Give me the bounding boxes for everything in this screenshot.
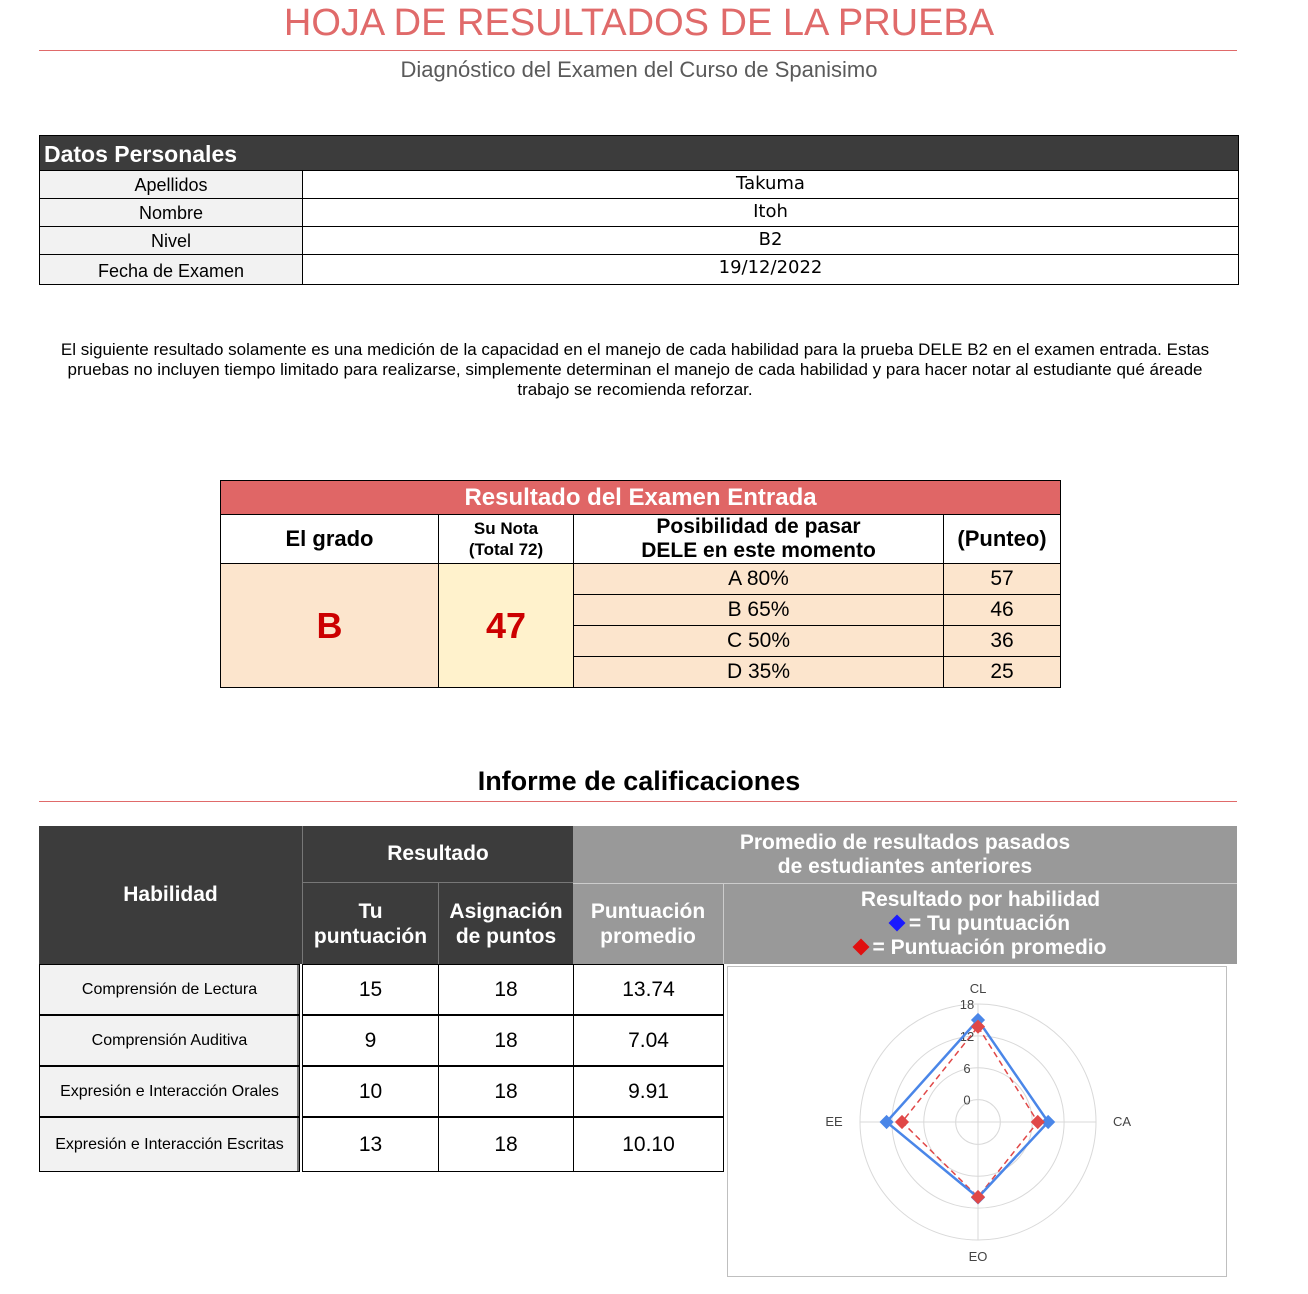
col-promedio-line2: de estudiantes anteriores (777, 854, 1033, 878)
col-asig-line1: Asignación (449, 899, 563, 923)
category-label: EE (825, 1114, 843, 1129)
grade-value: B (221, 564, 439, 688)
col-punt-line2: promedio (600, 925, 696, 948)
radar-chart-box (727, 966, 1227, 1277)
personal-data-heading: Datos Personales (40, 136, 1238, 171)
col-habilidad-header: Habilidad (39, 826, 302, 964)
score-cell: 15 (302, 964, 439, 1015)
col-score-header (439, 515, 574, 564)
col-promedio-line1: Promedio de resultados pasados (739, 830, 1071, 854)
legend-avg (855, 936, 1107, 960)
personal-row-fecha (40, 255, 1238, 284)
col-tu-header (302, 883, 438, 964)
col-chart-line1: Resultado por habilidad (860, 888, 1101, 911)
title-divider (39, 50, 1237, 51)
grade-prob-cell: A 80% (574, 564, 944, 595)
col-tu-line2: puntuación (313, 924, 428, 948)
tick-label: 18 (959, 997, 975, 1012)
score-cell: 13 (302, 1117, 439, 1172)
informe-title: Informe de calificaciones (477, 766, 801, 796)
personal-label: Nombre (40, 199, 303, 226)
score-cell: 9 (302, 1015, 439, 1066)
grade-points-cell: 25 (944, 657, 1061, 688)
col-chart-header (723, 883, 1237, 964)
points-cell: 18 (438, 1015, 574, 1066)
personal-value: Takuma (736, 173, 805, 194)
blue-diamond-icon (888, 915, 905, 932)
col-prob-line1: Posibilidad de pasar (656, 515, 861, 538)
col-puntuacion-header (573, 883, 723, 964)
result-table (220, 480, 1060, 688)
personal-value: 19/12/2022 (718, 257, 823, 278)
page-title: HOJA DE RESULTADOS DE LA PRUEBA (283, 2, 995, 44)
grades-section (39, 826, 1237, 1276)
series-line (887, 1020, 1049, 1198)
skill-cell: Expresión e Interacción Escritas (39, 1117, 300, 1172)
col-prob-line2: DELE en este momento (641, 539, 876, 562)
tick-label: 6 (963, 1060, 971, 1076)
radar-chart (728, 967, 1226, 1276)
score-value: 47 (439, 564, 574, 688)
personal-row-nivel (40, 227, 1238, 255)
skill-cell: Comprensión de Lectura (39, 964, 300, 1015)
points-cell: 18 (438, 964, 574, 1015)
col-punt-line1: Puntuación (590, 900, 706, 923)
avg-cell: 10.10 (573, 1117, 724, 1172)
grade-prob-cell: D 35% (574, 657, 944, 688)
personal-value: B2 (758, 229, 783, 250)
col-resultado-header: Resultado (302, 826, 573, 883)
legend-you-label: = Tu puntuación (908, 912, 1071, 935)
avg-cell: 9.91 (573, 1066, 724, 1117)
skill-cell: Comprensión Auditiva (39, 1015, 300, 1066)
personal-row-nombre (40, 199, 1238, 227)
page-subtitle: Diagnóstico del Examen del Curso de Spanisimo (400, 57, 878, 82)
personal-label: Fecha de Examen (40, 255, 303, 284)
personal-label: Apellidos (40, 171, 303, 198)
series-line (902, 1027, 1038, 1197)
grade-prob-cell: C 50% (574, 626, 944, 657)
tick-label: 12 (959, 1028, 975, 1044)
skill-cell: Expresión e Interacción Orales (39, 1066, 300, 1117)
informe-divider (39, 801, 1237, 802)
avg-cell: 13.74 (573, 964, 724, 1015)
red-diamond-icon (852, 939, 869, 956)
category-label: CL (969, 981, 987, 996)
col-promedio-header (573, 826, 1237, 883)
col-asig-line2: de puntos (455, 924, 557, 948)
intro-paragraph: El siguiente resultado solamente es una medición de la capacidad en el manejo de cada habilidad para la prueba DELE B2 en el examen entrada. Estas pruebas no incluyen tiempo limitado para realizarse, simplemente determinan el manejo de cada habilidad y para hacer notar al estudiante qué áreade trabajo se recomienda reforzar. (60, 340, 1210, 399)
score-cell: 10 (302, 1066, 439, 1117)
personal-data-table (39, 135, 1239, 285)
personal-row-apellidos (40, 171, 1238, 199)
tick-label: 0 (963, 1092, 971, 1108)
col-prob-header (574, 515, 944, 564)
category-label: CA (1112, 1114, 1132, 1129)
col-tu-line1: Tu (358, 899, 383, 923)
avg-cell: 7.04 (573, 1015, 724, 1066)
personal-label: Nivel (40, 227, 303, 254)
col-asignacion-header (438, 883, 573, 964)
col-points-header: (Punteo) (944, 515, 1061, 564)
points-cell: 18 (438, 1066, 574, 1117)
category-label: EO (968, 1249, 988, 1264)
data-point (895, 1115, 909, 1129)
personal-value: Itoh (753, 201, 788, 222)
result-heading: Resultado del Examen Entrada (221, 481, 1061, 515)
grade-points-cell: 57 (944, 564, 1061, 595)
col-score-line1: Su Nota (473, 519, 539, 538)
grade-points-cell: 46 (944, 595, 1061, 626)
legend-you (891, 912, 1070, 936)
points-cell: 18 (438, 1117, 574, 1172)
legend-avg-label: = Puntuación promedio (872, 936, 1107, 959)
col-score-line2: (Total 72) (468, 540, 544, 559)
grade-prob-cell: B 65% (574, 595, 944, 626)
grade-points-cell: 36 (944, 626, 1061, 657)
col-grade-header: El grado (221, 515, 439, 564)
